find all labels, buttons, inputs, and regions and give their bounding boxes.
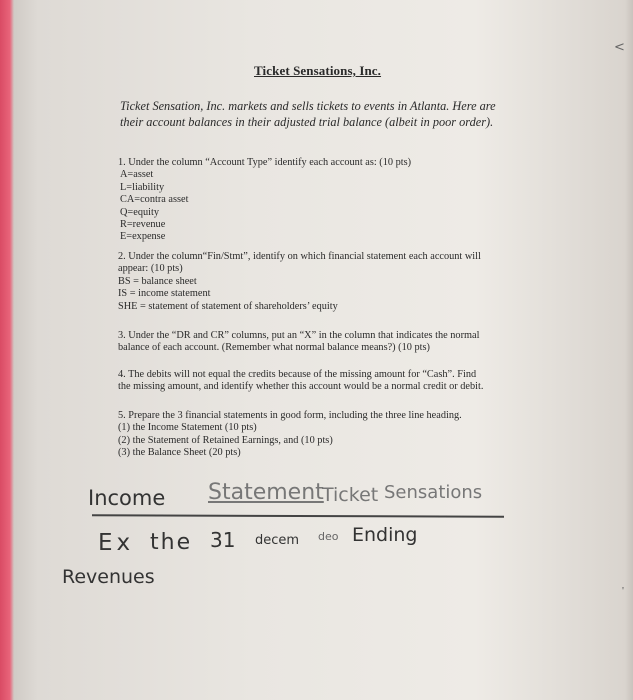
- page-shadow-edge: [625, 0, 633, 700]
- q3-line1: 3. Under the “DR and CR” columns, put an “X” in the column that indicates the normal: [118, 330, 480, 341]
- handwriting-decem: decem: [255, 533, 300, 548]
- intro-paragraph: Ticket Sensation, Inc. markets and sells tickets to events in Atlanta. Here are their account balances in their adjusted trial balance (albeit in poor order).: [120, 99, 496, 129]
- q2-item: SHE = statement of statement of shareholders’ equity: [118, 300, 338, 312]
- q1-item: A=asset: [120, 169, 154, 181]
- q1-item: CA=contra asset: [120, 194, 189, 206]
- q1-item: Q=equity: [120, 206, 159, 218]
- handwritten-underline: [92, 514, 504, 517]
- q5-item: (1) the Income Statement (10 pts): [118, 422, 257, 434]
- question-1: [118, 157, 538, 244]
- handwriting-deo: deo: [318, 530, 339, 543]
- handwriting-the: the: [150, 530, 193, 555]
- q4-line2: the missing amount, and identify whether this account would be a normal credit or debit.: [118, 381, 484, 393]
- handwriting-sensations: Sensations: [384, 482, 483, 503]
- handwriting-ex: Ex: [98, 530, 135, 556]
- q5-heading: 5. Prepare the 3 financial statements in good form, including the three line heading.: [118, 410, 462, 421]
- document-title: Ticket Sensations, Inc.: [254, 63, 382, 78]
- handwriting-31: 31: [210, 528, 236, 552]
- q1-item: L=liability: [120, 181, 165, 193]
- handwriting-income: Income: [88, 486, 166, 510]
- q4-line1: 4. The debits will not equal the credits because of the missing amount for “Cash”. Find: [118, 369, 477, 380]
- q2-item: BS = balance sheet: [118, 275, 197, 287]
- corner-mark: <: [614, 40, 625, 55]
- q1-item: E=expense: [120, 231, 166, 243]
- q2-item: IS = income statement: [118, 288, 211, 300]
- q1-heading: 1. Under the column “Account Type” identify each account as: (10 pts): [118, 157, 412, 168]
- q5-item: (2) the Statement of Retained Earnings, and (10 pts): [118, 434, 333, 446]
- red-desk-edge: [0, 0, 14, 700]
- handwriting-ticket: Ticket: [322, 484, 379, 506]
- handwriting-statement: Statement: [208, 480, 324, 505]
- question-5: [118, 410, 538, 460]
- edge-mark: ': [622, 585, 624, 597]
- handwriting-ending: Ending: [352, 524, 418, 546]
- q2-line2: appear: (10 pts): [118, 263, 183, 275]
- handwriting-revenues: Revenues: [62, 566, 155, 588]
- question-2: [118, 251, 538, 313]
- q1-item: R=revenue: [120, 219, 166, 231]
- q5-item: (3) the Balance Sheet (20 pts): [118, 447, 241, 459]
- q2-line1: 2. Under the column“Fin/Stmt”, identify on which financial statement each account will: [118, 251, 481, 262]
- q3-line2: balance of each account. (Remember what normal balance means?) (10 pts): [118, 342, 430, 354]
- question-3: [118, 330, 538, 355]
- question-4: [118, 369, 538, 394]
